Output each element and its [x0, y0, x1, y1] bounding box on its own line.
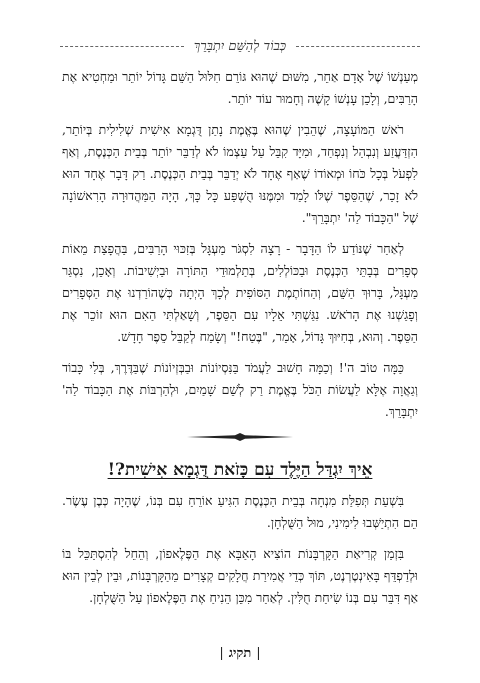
page-number-bar-left: | — [219, 646, 224, 661]
running-header-title: כְּבוֹד לְהַשֵּׁם יִתְבָּרֵךְ — [193, 39, 287, 54]
page-footer — [0, 645, 480, 661]
header-rule-right — [296, 46, 420, 47]
section-divider-ornament — [62, 432, 418, 442]
paragraph: רֹאשׁ הַמּוֹעָצָה, שֶׁהֵבִין שֶׁהוּא בֶּאֱמֶת נָתַן דֻּגְמָא אִישִׁית שְׁלִילִית בְּיוֹתֵר, הִזְדַּעֲזַע וְנִבְהַל וְנִפְחַד, וּמִיָּד קִבֵּל עַל עַצְמוֹ לֹא לְדַבֵּר יוֹתֵר בְּבֵית הַכְּנֶסֶת, וְאַף לִפְעֹל בְּכָל כֹּחוֹ וּמְאוֹדוֹ שֶׁאַף אֶחָד לֹא יְדַבֵּר בְּבֵית הַכְּנֶסֶת. רַק דָּבָר אֶחָד הוּא לֹא זָכַר, שֶׁהַסֵּפֶר שֶׁלֹּו לָמַד וּמִמֶּנּוּ הֻשְׁפַּע כָּל כָּךְ, הָיָה הַמַּהֲדוּרָה הָרִאשׁוֹנָה שֶׁל "הַכָּבוֹד לַה' יִתְבָּרֵךְ". — [62, 122, 418, 225]
section-heading: אֵיךְ יִגְדַּל הַיֶּלֶד עִם כָּזֹאת דֻּגְמָא אִישִׁית?! — [107, 460, 373, 480]
paragraph: כַּמָּה טוֹב ה'! וְכַמָּה חָשׁוּב לַעֲמֹד בַּנִּסְיוֹנוֹת וּבַבְּזְיוֹנוֹת שֶׁבַּדֶּרֶךְ, בְּלִי כָּבוֹד וְגַאֲוָה אֶלָּא לַעֲשׂוֹת הַכֹּל בֶּאֱמֶת רַק לְשֵׁם שָׁמַיִם, וּלְהַרְבּוֹת אֶת הַכָּבוֹד לַה' יִתְבָּרֵךְ. — [62, 360, 418, 419]
page-number: תקיג — [228, 646, 252, 661]
paragraph: בִּשְׁעַת תְּפִלַּת מִנְחָה בְּבֵית הַכְּנֶסֶת הִגִּיעַ אוֹרֵחַ עִם בְּנוֹ, שֶׁהָיָה כְּבֶן עֶשֶׂר. הֵם הִתְיַשְּׁבוּ לִימִינִי, מוּל הַשֻּׁלְחָן. — [62, 493, 418, 530]
paragraph: לְאַחַר שֶׁנּוֹדַע לוֹ הַדָּבָר - רָצָה לִסְגֹּר מַעְגָּל בְּזִכּוּי הָרַבִּים, בַּהֲפָצַת מֵאוֹת סְפָרִים בְּבָתֵּי הַכְּנֶסֶת וּבַכּוֹלְלִים, בְּתַלְמוּדֵי הַתּוֹרָה וּבַיְשִׁיבוֹת. וְאָכֵן, נִסְגַּר מַעְגָּל, בָּרוּךְ הַשֵּׁם, וְהַחוֹתֶמֶת הַסּוֹפִית לְכָךְ הָיְתָה כְּשֶׁהוֹרַדְנוּ אֶת הַסְּפָרִים וְפָגַשְׁנוּ אֶת הָרֹאשׁ. נִגַּשְׁתִּי אֵלָיו עִם הַסֵּפֶר, וְשָׁאַלְתִּי הַאִם הוּא זוֹכֵר אֶת הַסֵּפֶר. וְהוּא, בְּחִיּוּךְ גָּדוֹל, אָמַר, "בֶּטַח!" וְשָׂמַח לְקַבֵּל סֵפֶר חָדָשׁ. — [62, 241, 418, 344]
paragraph: בִּזְמַן קְרִיאַת הַקָּרְבָּנוֹת הוֹצִיא הָאַבָּא אֶת הַפֶּלֶאפוֹן, וְהֵחֵל לְהִסְתַּכֵּל בּוֹ וּלְדַפְדֵּף בָּאִינְטֶרְנֶט, תּוֹךְ כְּדֵי אֲמִירַת חֲלָקִים קְצָרִים מֵהַקָּרְבָּנוֹת, וּבֵין לְבֵין הוּא אַף דִּבֵּר עִם בְּנוֹ שִׂיחַת חֻלִּין. לְאַחַר מִכֵּן הֵנִיחַ אֶת הַפֶּלֶאפוֹן עַל הַשֻּׁלְחָן. — [62, 546, 418, 605]
paragraph: מְעַנְשׁוֹ שֶׁל אָדָם אַחֵר, מִשּׁוּם שֶׁהוּא גּוֹרֵם חִלּוּל הַשֵּׁם גָּדוֹל יוֹתֵר וּמַחְטִיא אֶת הָרַבִּים, וְלָכֵן עָנְשׁוֹ קָשֶׁה וְחָמוּר עוֹד יוֹתֵר. — [62, 69, 418, 106]
page-body — [62, 66, 418, 618]
running-header — [60, 36, 420, 56]
divider-ornament-icon — [185, 432, 295, 442]
page-number-bar-right: | — [256, 646, 261, 661]
header-rule-left — [60, 46, 184, 47]
